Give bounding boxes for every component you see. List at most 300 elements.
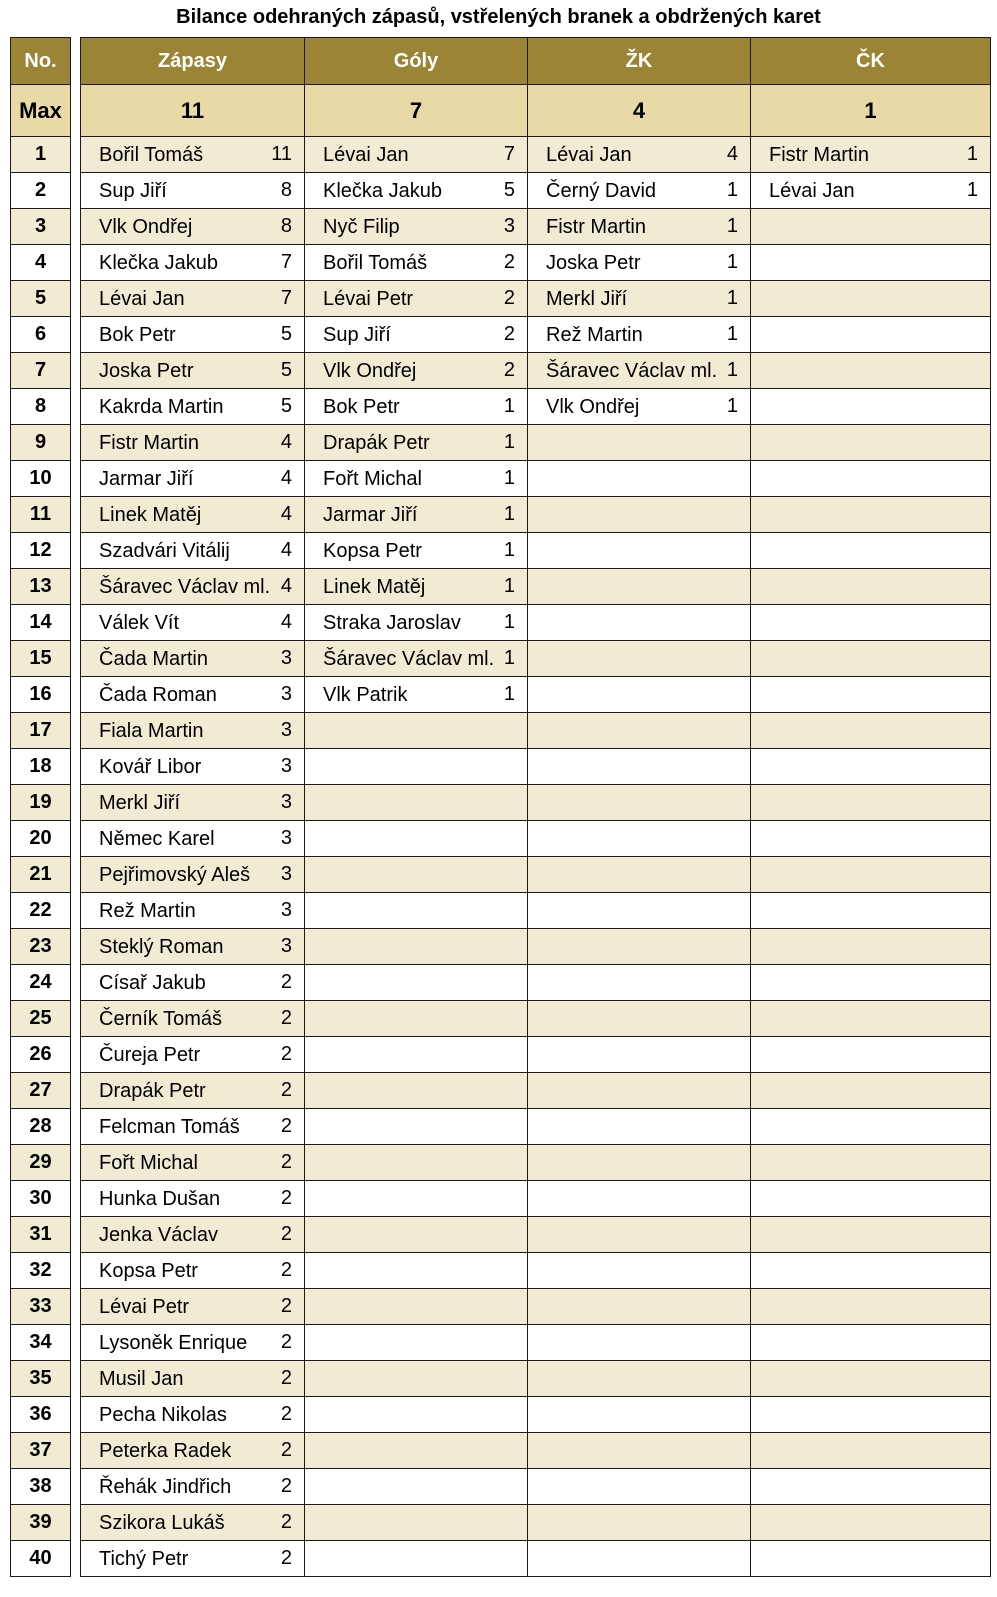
player-name: Pejřimovský Aleš xyxy=(99,863,251,886)
cell-zapasy xyxy=(81,1109,305,1145)
rank-number: 19 xyxy=(11,785,71,821)
rank-column-table xyxy=(10,37,71,1577)
table-row xyxy=(81,1361,991,1397)
player-name: Fistr Martin xyxy=(99,431,199,454)
cell-goly xyxy=(305,677,528,713)
header-no: No. xyxy=(11,38,71,85)
stat-value: 3 xyxy=(280,683,292,705)
stat-value: 7 xyxy=(280,251,292,273)
player-name: Bok Petr xyxy=(323,395,400,418)
cell-goly xyxy=(305,713,528,749)
cell-zapasy xyxy=(81,1325,305,1361)
cell-zk xyxy=(528,425,751,461)
table-row xyxy=(81,1073,991,1109)
rank-row xyxy=(11,1361,71,1397)
cell-ck xyxy=(751,245,991,281)
table-row xyxy=(81,1469,991,1505)
rank-row xyxy=(11,677,71,713)
cell-zk xyxy=(528,1505,751,1541)
stat-value: 2 xyxy=(280,1511,292,1533)
table-row xyxy=(81,137,991,173)
player-name: Lysoněk Enrique xyxy=(99,1331,248,1354)
player-name: Čureja Petr xyxy=(99,1043,201,1066)
stat-value: 2 xyxy=(280,1007,292,1029)
max-ck: 1 xyxy=(751,85,991,137)
rank-number: 27 xyxy=(11,1073,71,1109)
rank-row xyxy=(11,965,71,1001)
rank-number: 37 xyxy=(11,1433,71,1469)
cell-goly xyxy=(305,389,528,425)
rank-row xyxy=(11,1001,71,1037)
table-row xyxy=(81,317,991,353)
rank-row xyxy=(11,353,71,389)
max-zk: 4 xyxy=(528,85,751,137)
cell-zk xyxy=(528,209,751,245)
cell-zapasy xyxy=(81,1397,305,1433)
stat-value: 1 xyxy=(503,467,515,489)
cell-goly xyxy=(305,641,528,677)
rank-number: 29 xyxy=(11,1145,71,1181)
rank-row xyxy=(11,389,71,425)
stat-value: 1 xyxy=(966,143,978,165)
player-name: Vlk Ondřej xyxy=(323,359,417,382)
max-label: Max xyxy=(11,85,71,137)
cell-ck xyxy=(751,641,991,677)
rank-row xyxy=(11,1109,71,1145)
cell-zapasy xyxy=(81,1253,305,1289)
stat-value: 3 xyxy=(280,863,292,885)
rank-number: 22 xyxy=(11,893,71,929)
stat-value: 1 xyxy=(503,503,515,525)
cell-ck xyxy=(751,1001,991,1037)
rank-number: 31 xyxy=(11,1217,71,1253)
cell-zapasy xyxy=(81,1433,305,1469)
cell-zapasy xyxy=(81,1289,305,1325)
cell-zapasy xyxy=(81,677,305,713)
stat-value: 2 xyxy=(280,1403,292,1425)
cell-zk xyxy=(528,821,751,857)
table-row xyxy=(81,425,991,461)
cell-zk xyxy=(528,1433,751,1469)
player-name: Císař Jakub xyxy=(99,971,206,994)
player-name: Čada Roman xyxy=(99,683,217,706)
table-row xyxy=(81,245,991,281)
rank-row xyxy=(11,1073,71,1109)
rank-row xyxy=(11,1505,71,1541)
player-name: Klečka Jakub xyxy=(323,179,442,202)
cell-zk xyxy=(528,1001,751,1037)
cell-ck xyxy=(751,173,991,209)
rank-row xyxy=(11,461,71,497)
table-row xyxy=(81,1397,991,1433)
rank-number: 20 xyxy=(11,821,71,857)
player-name: Lévai Jan xyxy=(99,287,185,310)
rank-number: 32 xyxy=(11,1253,71,1289)
player-name: Čada Martin xyxy=(99,647,208,670)
player-name: Merkl Jiří xyxy=(99,791,181,814)
cell-zk xyxy=(528,1073,751,1109)
table-row xyxy=(81,1433,991,1469)
cell-ck xyxy=(751,1397,991,1433)
cell-ck xyxy=(751,1253,991,1289)
player-name: Fistr Martin xyxy=(769,143,869,166)
cell-ck xyxy=(751,1037,991,1073)
cell-zapasy xyxy=(81,641,305,677)
rank-row xyxy=(11,137,71,173)
player-name: Straka Jaroslav xyxy=(323,611,461,634)
table-row xyxy=(81,641,991,677)
cell-goly xyxy=(305,785,528,821)
rank-number: 33 xyxy=(11,1289,71,1325)
rank-row xyxy=(11,749,71,785)
rank-row xyxy=(11,209,71,245)
stat-value: 4 xyxy=(280,431,292,453)
table-row xyxy=(81,353,991,389)
stat-value: 3 xyxy=(280,827,292,849)
cell-goly xyxy=(305,1181,528,1217)
player-name: Joska Petr xyxy=(99,359,194,382)
table-row xyxy=(81,857,991,893)
rank-number: 23 xyxy=(11,929,71,965)
player-name: Vlk Patrik xyxy=(323,683,408,706)
rank-number: 16 xyxy=(11,677,71,713)
rank-row xyxy=(11,533,71,569)
cell-goly xyxy=(305,605,528,641)
cell-zk xyxy=(528,1145,751,1181)
table-row xyxy=(81,893,991,929)
cell-zk xyxy=(528,893,751,929)
player-name: Joska Petr xyxy=(546,251,641,274)
rank-number: 40 xyxy=(11,1541,71,1577)
cell-goly xyxy=(305,497,528,533)
cell-zk xyxy=(528,461,751,497)
rank-number: 18 xyxy=(11,749,71,785)
table-row xyxy=(81,461,991,497)
cell-goly xyxy=(305,137,528,173)
cell-zapasy xyxy=(81,353,305,389)
cell-zk xyxy=(528,641,751,677)
player-name: Fořt Michal xyxy=(99,1151,198,1174)
rank-number: 8 xyxy=(11,389,71,425)
cell-goly xyxy=(305,1433,528,1469)
rank-row xyxy=(11,173,71,209)
cell-zk xyxy=(528,1289,751,1325)
cell-goly xyxy=(305,281,528,317)
cell-goly xyxy=(305,1505,528,1541)
stat-value: 2 xyxy=(503,359,515,381)
player-name: Válek Vít xyxy=(99,611,180,634)
player-name: Jarmar Jiří xyxy=(99,467,194,490)
cell-ck xyxy=(751,1361,991,1397)
table-row xyxy=(81,1505,991,1541)
player-name: Jenka Václav xyxy=(99,1223,218,1246)
cell-goly xyxy=(305,1217,528,1253)
rank-row xyxy=(11,605,71,641)
player-name: Fistr Martin xyxy=(546,215,646,238)
stat-value: 2 xyxy=(280,1331,292,1353)
cell-ck xyxy=(751,677,991,713)
max-goly: 7 xyxy=(305,85,528,137)
player-name: Bořil Tomáš xyxy=(99,143,204,166)
cell-goly xyxy=(305,1541,528,1577)
player-name: Merkl Jiří xyxy=(546,287,628,310)
stat-value: 1 xyxy=(503,611,515,633)
player-name: Steklý Roman xyxy=(99,935,224,958)
player-name: Hunka Dušan xyxy=(99,1187,221,1210)
cell-zapasy xyxy=(81,749,305,785)
player-name: Tichý Petr xyxy=(99,1547,189,1570)
rank-number: 4 xyxy=(11,245,71,281)
cell-zapasy xyxy=(81,1505,305,1541)
rank-number: 17 xyxy=(11,713,71,749)
cell-goly xyxy=(305,1109,528,1145)
cell-ck xyxy=(751,209,991,245)
cell-zk xyxy=(528,1397,751,1433)
cell-zapasy xyxy=(81,1361,305,1397)
player-name: Szadvári Vitálij xyxy=(99,539,230,562)
stat-value: 1 xyxy=(726,215,738,237)
cell-goly xyxy=(305,1325,528,1361)
cell-ck xyxy=(751,137,991,173)
stat-value: 8 xyxy=(280,215,292,237)
cell-zk xyxy=(528,749,751,785)
stat-value: 4 xyxy=(280,467,292,489)
cell-zk xyxy=(528,173,751,209)
cell-zapasy xyxy=(81,209,305,245)
stat-value: 1 xyxy=(966,179,978,201)
cell-zk xyxy=(528,245,751,281)
table-row xyxy=(81,1001,991,1037)
player-name: Klečka Jakub xyxy=(99,251,218,274)
player-name: Černý David xyxy=(546,179,657,202)
cell-ck xyxy=(751,965,991,1001)
stat-value: 1 xyxy=(726,179,738,201)
stat-value: 2 xyxy=(280,1223,292,1245)
stat-value: 11 xyxy=(271,143,292,165)
cell-ck xyxy=(751,281,991,317)
player-name: Peterka Radek xyxy=(99,1439,232,1462)
rank-number: 3 xyxy=(11,209,71,245)
stat-value: 1 xyxy=(726,359,738,381)
stat-value: 3 xyxy=(280,899,292,921)
cell-ck xyxy=(751,893,991,929)
stat-value: 2 xyxy=(280,1439,292,1461)
rank-row xyxy=(11,1181,71,1217)
table-row xyxy=(81,1145,991,1181)
cell-ck xyxy=(751,1325,991,1361)
cell-ck xyxy=(751,1073,991,1109)
cell-ck xyxy=(751,713,991,749)
cell-zapasy xyxy=(81,1073,305,1109)
stat-value: 2 xyxy=(280,1043,292,1065)
rank-number: 7 xyxy=(11,353,71,389)
rank-row xyxy=(11,641,71,677)
rank-number: 1 xyxy=(11,137,71,173)
cell-zk xyxy=(528,137,751,173)
table-row xyxy=(81,1253,991,1289)
stat-value: 7 xyxy=(280,287,292,309)
cell-zapasy xyxy=(81,569,305,605)
cell-zk xyxy=(528,965,751,1001)
stat-value: 1 xyxy=(503,431,515,453)
cell-goly xyxy=(305,893,528,929)
header-zk: ŽK xyxy=(528,38,751,85)
table-row xyxy=(81,1541,991,1577)
player-name: Sup Jiří xyxy=(99,179,167,202)
stat-value: 2 xyxy=(280,1295,292,1317)
stats-table xyxy=(80,37,991,1577)
table-row xyxy=(81,677,991,713)
rank-row xyxy=(11,1145,71,1181)
cell-zk xyxy=(528,389,751,425)
rank-row xyxy=(11,281,71,317)
table-row xyxy=(81,1181,991,1217)
cell-ck xyxy=(751,389,991,425)
player-name: Kakrda Martin xyxy=(99,395,224,418)
cell-ck xyxy=(751,821,991,857)
cell-zapasy xyxy=(81,893,305,929)
cell-ck xyxy=(751,569,991,605)
cell-zapasy xyxy=(81,857,305,893)
cell-ck xyxy=(751,1505,991,1541)
cell-zapasy xyxy=(81,317,305,353)
table-row xyxy=(81,929,991,965)
stat-value: 1 xyxy=(726,323,738,345)
player-name: Fiala Martin xyxy=(99,719,204,742)
cell-ck xyxy=(751,749,991,785)
cell-zapasy xyxy=(81,1037,305,1073)
rank-number: 35 xyxy=(11,1361,71,1397)
rank-row xyxy=(11,713,71,749)
cell-ck xyxy=(751,461,991,497)
cell-zk xyxy=(528,713,751,749)
cell-zapasy xyxy=(81,1181,305,1217)
cell-zk xyxy=(528,1037,751,1073)
header-goly: Góly xyxy=(305,38,528,85)
player-name: Kovář Libor xyxy=(99,755,202,778)
cell-ck xyxy=(751,1541,991,1577)
table-row xyxy=(81,605,991,641)
cell-zk xyxy=(528,317,751,353)
stat-value: 5 xyxy=(280,395,292,417)
rank-number: 26 xyxy=(11,1037,71,1073)
stat-value: 4 xyxy=(280,539,292,561)
cell-zk xyxy=(528,1469,751,1505)
rank-number: 11 xyxy=(11,497,71,533)
cell-zapasy xyxy=(81,461,305,497)
cell-zk xyxy=(528,569,751,605)
cell-ck xyxy=(751,533,991,569)
rank-row xyxy=(11,1253,71,1289)
rank-number: 34 xyxy=(11,1325,71,1361)
stat-value: 2 xyxy=(280,1259,292,1281)
cell-goly xyxy=(305,1469,528,1505)
cell-zk xyxy=(528,1217,751,1253)
player-name: Drapák Petr xyxy=(323,431,430,454)
cell-ck xyxy=(751,605,991,641)
table-row xyxy=(81,821,991,857)
cell-ck xyxy=(751,425,991,461)
stat-value: 3 xyxy=(280,755,292,777)
cell-goly xyxy=(305,1253,528,1289)
cell-zapasy xyxy=(81,173,305,209)
cell-zapasy xyxy=(81,929,305,965)
cell-zapasy xyxy=(81,965,305,1001)
stat-value: 2 xyxy=(280,1367,292,1389)
player-name: Szikora Lukáš xyxy=(99,1511,225,1534)
stat-value: 4 xyxy=(726,143,738,165)
cell-goly xyxy=(305,461,528,497)
rank-number: 13 xyxy=(11,569,71,605)
cell-goly xyxy=(305,173,528,209)
rank-number: 2 xyxy=(11,173,71,209)
player-name: Rež Martin xyxy=(99,899,196,922)
rank-number: 28 xyxy=(11,1109,71,1145)
player-name: Lévai Jan xyxy=(323,143,409,166)
player-name: Linek Matěj xyxy=(323,575,426,598)
rank-row xyxy=(11,425,71,461)
player-name: Šáravec Václav ml. xyxy=(99,575,271,598)
cell-goly xyxy=(305,1397,528,1433)
stat-value: 2 xyxy=(503,287,515,309)
table-row xyxy=(81,1289,991,1325)
player-name: Vlk Ondřej xyxy=(546,395,640,418)
rank-row xyxy=(11,1469,71,1505)
header-ck: ČK xyxy=(751,38,991,85)
stat-value: 1 xyxy=(503,395,515,417)
cell-zapasy xyxy=(81,1541,305,1577)
rank-number: 12 xyxy=(11,533,71,569)
stat-value: 3 xyxy=(280,647,292,669)
rank-list xyxy=(11,137,71,1577)
table-row xyxy=(81,497,991,533)
rank-row xyxy=(11,893,71,929)
stat-value: 2 xyxy=(280,1187,292,1209)
rank-number: 24 xyxy=(11,965,71,1001)
cell-zk xyxy=(528,785,751,821)
cell-goly xyxy=(305,857,528,893)
stat-value: 2 xyxy=(280,971,292,993)
cell-zk xyxy=(528,1181,751,1217)
stat-value: 5 xyxy=(503,179,515,201)
cell-ck xyxy=(751,1145,991,1181)
table-row xyxy=(81,1109,991,1145)
stat-value: 3 xyxy=(280,719,292,741)
cell-zk xyxy=(528,677,751,713)
player-name: Řehák Jindřich xyxy=(99,1475,232,1498)
cell-zk xyxy=(528,857,751,893)
cell-ck xyxy=(751,1433,991,1469)
cell-zk xyxy=(528,1325,751,1361)
cell-zapasy xyxy=(81,1217,305,1253)
cell-zapasy xyxy=(81,281,305,317)
table-row xyxy=(81,749,991,785)
player-name: Kopsa Petr xyxy=(99,1259,198,1282)
rank-number: 30 xyxy=(11,1181,71,1217)
stat-value: 2 xyxy=(503,323,515,345)
rank-number: 38 xyxy=(11,1469,71,1505)
cell-goly xyxy=(305,965,528,1001)
cell-goly xyxy=(305,425,528,461)
stat-value: 2 xyxy=(280,1079,292,1101)
rank-row xyxy=(11,317,71,353)
table-row xyxy=(81,1037,991,1073)
rank-number: 5 xyxy=(11,281,71,317)
player-name: Linek Matěj xyxy=(99,503,202,526)
table-row xyxy=(81,209,991,245)
cell-goly xyxy=(305,209,528,245)
player-name: Sup Jiří xyxy=(323,323,391,346)
